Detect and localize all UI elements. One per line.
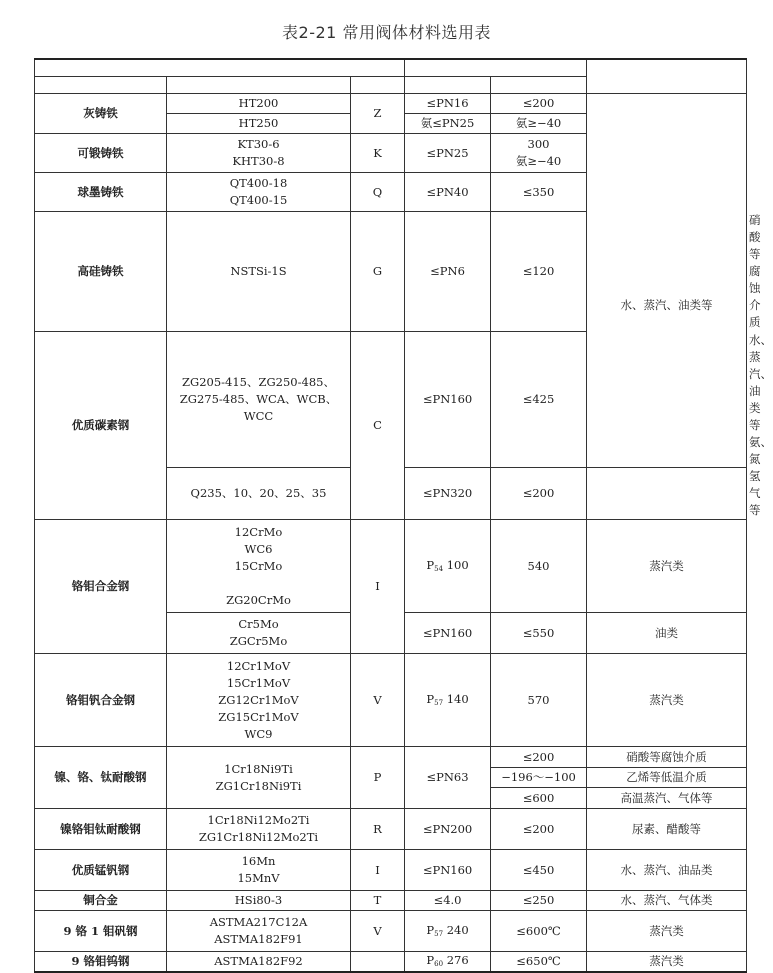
cell-line: 1Cr18Ni9Ti bbox=[224, 761, 293, 776]
table-cell bbox=[35, 332, 167, 520]
table-cell bbox=[35, 850, 167, 891]
cell-line: HT200 bbox=[238, 96, 279, 110]
table-cell bbox=[167, 332, 351, 468]
cell-line: ZG1Cr18Ni9Ti bbox=[215, 778, 302, 793]
table-cell bbox=[491, 520, 587, 613]
cell-line: ≤PN320 bbox=[422, 485, 473, 500]
cell-line: 蒸汽类 bbox=[649, 954, 684, 968]
table-cell bbox=[491, 809, 587, 850]
cell-line: ≤PN160 bbox=[422, 862, 473, 877]
cell-line: V bbox=[373, 923, 382, 938]
table-cell bbox=[491, 654, 587, 747]
cell-line: 油类 bbox=[655, 625, 679, 640]
table-cell bbox=[491, 788, 587, 809]
table-cell bbox=[35, 520, 167, 654]
table-cell bbox=[405, 332, 491, 468]
cell-line bbox=[589, 246, 744, 263]
cell-line: 尿素、醋酸等 bbox=[632, 821, 702, 836]
table-cell bbox=[351, 747, 405, 809]
cell-line: ≤200 bbox=[522, 749, 555, 764]
table-cell bbox=[587, 788, 747, 809]
cell-line: 乙烯等低温介质 bbox=[626, 770, 707, 784]
valve-body-material-table bbox=[34, 58, 773, 973]
table-cell bbox=[35, 952, 167, 973]
table-cell bbox=[351, 94, 405, 134]
cell-line: ≤600 bbox=[522, 790, 555, 805]
table-cell bbox=[351, 654, 405, 747]
table-cell bbox=[405, 173, 491, 212]
pressure-value: $P_{54}$ 100 bbox=[426, 557, 469, 573]
cell-line: ≤PN160 bbox=[422, 391, 473, 406]
cell-line: QT400-18 bbox=[229, 176, 288, 190]
cell-line: ≤PN25 bbox=[426, 145, 469, 160]
table-cell bbox=[35, 212, 167, 332]
table-cell bbox=[35, 747, 167, 809]
table-cell bbox=[167, 212, 351, 332]
cell-line: 15MnV bbox=[237, 871, 280, 885]
cell-line: ASTMA182F91 bbox=[214, 932, 303, 946]
table-cell bbox=[587, 654, 747, 747]
cell-line: 水、蒸汽、气体类 bbox=[620, 893, 713, 907]
cell-line: ≤550 bbox=[522, 625, 555, 640]
table-cell bbox=[491, 850, 587, 891]
cell-line: R bbox=[373, 821, 382, 836]
cell-line: 氨≥−40 bbox=[515, 116, 562, 130]
cell-line: Q235、10、20、25、35 bbox=[190, 485, 327, 500]
table-cell bbox=[351, 212, 405, 332]
table-cell bbox=[351, 850, 405, 891]
pressure-value: $P_{60}$ 276 bbox=[426, 953, 469, 968]
cell-line: 镍、铬、钛耐酸钢 bbox=[54, 770, 147, 784]
cell-line: 蒸汽类 bbox=[649, 692, 684, 707]
cell-line: 优质锰钒钢 bbox=[71, 862, 130, 877]
cell-line: 15CrMo bbox=[234, 558, 283, 573]
cell-line: ASTMA217C12A bbox=[209, 915, 308, 929]
table-cell bbox=[491, 891, 587, 911]
cell-line: 硝酸等腐蚀介质 bbox=[626, 749, 707, 764]
cell-line: 12Cr1MoV bbox=[226, 658, 291, 673]
table-cell bbox=[587, 768, 747, 788]
table-cell bbox=[167, 809, 351, 850]
header-grade bbox=[167, 77, 351, 94]
table-cell bbox=[491, 212, 587, 332]
cell-line: G bbox=[372, 264, 383, 278]
cell-line: HT250 bbox=[238, 116, 279, 130]
table-row bbox=[35, 94, 747, 114]
cell-line: ≤PN16 bbox=[426, 96, 469, 110]
cell-line: 15Cr1MoV bbox=[226, 675, 291, 690]
table-row: 优质碳素钢 ZG205-415、ZG250-485、 ZG275-485、WCA、WCB、WCC C ≤PN160 ≤425 水、蒸汽、油类等 氨、氮氢气等 bbox=[35, 332, 747, 468]
table-cell bbox=[351, 911, 405, 952]
table-cell bbox=[587, 613, 747, 654]
cell-line: ≤4.0 bbox=[433, 893, 462, 907]
cell-line: WC9 bbox=[244, 726, 273, 741]
cell-line: QT400-15 bbox=[229, 193, 288, 207]
cell-line: ZGCr5Mo bbox=[229, 634, 288, 648]
cell-line: KHT30-8 bbox=[232, 154, 285, 168]
table-cell bbox=[35, 94, 167, 134]
table-cell bbox=[587, 520, 747, 613]
cell-line: 540 bbox=[527, 558, 550, 573]
cell-line: 铬钼钒合金钢 bbox=[66, 692, 135, 707]
table-cell bbox=[587, 747, 747, 768]
table-cell bbox=[405, 809, 491, 850]
cell-line: ≤PN6 bbox=[430, 264, 465, 278]
table-row bbox=[35, 850, 747, 891]
cell-line: P bbox=[373, 770, 382, 784]
cell-line: ≤425 bbox=[522, 391, 555, 406]
cell-line: ≤200 bbox=[522, 821, 555, 836]
header-medium bbox=[587, 59, 747, 94]
cell-line: NSTSi-1S bbox=[230, 264, 287, 278]
pressure-value: $P_{57}$ 140 bbox=[426, 691, 469, 707]
cell-line: 300 bbox=[527, 137, 550, 151]
cell-line: I bbox=[375, 862, 380, 877]
table-row bbox=[35, 809, 747, 850]
header-material-group bbox=[35, 59, 405, 77]
table-row bbox=[35, 891, 747, 911]
cell-line: ≤200 bbox=[522, 96, 555, 110]
cell-line bbox=[589, 280, 744, 297]
table-cell bbox=[491, 173, 587, 212]
header-pressure bbox=[405, 77, 491, 94]
table-cell bbox=[405, 654, 491, 747]
header-temperature bbox=[491, 77, 587, 94]
cell-line: K bbox=[373, 145, 382, 160]
cell-line: WC6 bbox=[244, 541, 273, 556]
table-cell bbox=[351, 520, 405, 654]
cell-line: HSi80-3 bbox=[234, 893, 283, 907]
cell-line: T bbox=[373, 893, 382, 907]
table-row bbox=[35, 747, 747, 768]
table-cell bbox=[491, 768, 587, 788]
cell-line: 高温蒸汽、气体等 bbox=[620, 790, 713, 805]
table-cell bbox=[167, 134, 351, 173]
cell-line: ≤PN63 bbox=[426, 770, 469, 784]
table-cell bbox=[167, 952, 351, 973]
cell-line: ≤600℃ bbox=[516, 923, 561, 938]
table-cell bbox=[491, 467, 587, 519]
cell-line: 570 bbox=[527, 692, 550, 707]
table-cell bbox=[167, 173, 351, 212]
table-cell bbox=[405, 613, 491, 654]
cell-line bbox=[169, 575, 348, 592]
table-cell bbox=[587, 891, 747, 911]
cell-line: ZG15Cr1MoV bbox=[218, 709, 299, 724]
table-cell bbox=[167, 467, 351, 519]
table-cell bbox=[167, 654, 351, 747]
cell-line: 铬钼合金钢 bbox=[71, 579, 130, 593]
cell-line: 1Cr18Ni12Mo2Ti bbox=[207, 813, 310, 827]
cell-line: ASTMA182F92 bbox=[214, 954, 303, 968]
table-cell bbox=[491, 911, 587, 952]
cell-line: 蒸汽类 bbox=[649, 923, 684, 938]
table-row bbox=[35, 520, 747, 613]
cell-line: 优质碳素钢 bbox=[71, 418, 130, 432]
cell-line: 蒸汽类 bbox=[649, 558, 684, 573]
header-code bbox=[351, 77, 405, 94]
cell-line: 9 铬 1 钼矾钢 bbox=[63, 923, 138, 938]
cell-line: 12CrMo bbox=[234, 524, 283, 539]
table-cell bbox=[491, 613, 587, 654]
table-cell bbox=[587, 850, 747, 891]
table-cell bbox=[351, 173, 405, 212]
cell-line: ZG12Cr1MoV bbox=[218, 692, 299, 707]
cell-line: ZG205-415、ZG250-485、 bbox=[182, 374, 335, 389]
cell-line: 灰铸铁 bbox=[83, 106, 118, 120]
table-cell bbox=[35, 891, 167, 911]
table-cell bbox=[35, 173, 167, 212]
table-cell bbox=[587, 94, 747, 468]
table-cell bbox=[405, 952, 491, 973]
cell-line: ZG275-485、WCA、WCB、WCC bbox=[179, 391, 338, 423]
cell-line: Q bbox=[372, 184, 383, 199]
cell-line: 镍铬钼钛耐酸钢 bbox=[60, 821, 141, 836]
table-cell bbox=[405, 747, 491, 809]
table-cell bbox=[405, 94, 491, 114]
table-cell bbox=[351, 891, 405, 911]
table-cell bbox=[405, 114, 491, 134]
table-row bbox=[35, 911, 747, 952]
cell-line: 可锻铸铁 bbox=[77, 145, 124, 160]
cell-line: ≤PN40 bbox=[426, 184, 469, 199]
table-cell bbox=[491, 134, 587, 173]
table-cell bbox=[405, 911, 491, 952]
table-cell bbox=[35, 809, 167, 850]
table-cell bbox=[587, 809, 747, 850]
cell-line: ≤250 bbox=[522, 893, 555, 907]
table-cell bbox=[405, 891, 491, 911]
cell-line: 9 铬钼钨钢 bbox=[71, 954, 130, 968]
table-cell bbox=[405, 212, 491, 332]
table-cell bbox=[405, 520, 491, 613]
cell-line: 铜合金 bbox=[83, 893, 118, 907]
table-cell bbox=[491, 114, 587, 134]
table-cell bbox=[167, 94, 351, 114]
table-cell bbox=[35, 134, 167, 173]
table-cell bbox=[491, 952, 587, 973]
cell-line: 球墨铸铁 bbox=[77, 184, 124, 199]
cell-line: ≤650℃ bbox=[516, 954, 561, 968]
cell-line: KT30-6 bbox=[237, 137, 280, 151]
code-cell-blank bbox=[351, 952, 405, 973]
cell-line: Cr5Mo bbox=[238, 617, 279, 631]
cell-line: C bbox=[373, 418, 382, 432]
cell-line bbox=[589, 263, 744, 280]
table-cell bbox=[167, 911, 351, 952]
table-cell bbox=[35, 911, 167, 952]
table-cell bbox=[405, 467, 491, 519]
table-cell bbox=[167, 114, 351, 134]
cell-line: ≤120 bbox=[522, 264, 555, 278]
cell-line: 氨≤PN25 bbox=[420, 116, 475, 130]
cell-line: 氨≥−40 bbox=[515, 154, 562, 168]
table-cell bbox=[167, 613, 351, 654]
table-cell bbox=[351, 134, 405, 173]
cell-line: −196～−100 bbox=[501, 770, 576, 784]
header-category bbox=[35, 77, 167, 94]
cell-line: I bbox=[375, 579, 380, 593]
cell-line: 高硅铸铁 bbox=[77, 264, 124, 278]
table-cell bbox=[167, 520, 351, 613]
cell-line: 水、蒸汽、油类等 bbox=[620, 298, 713, 313]
cell-line: ≤350 bbox=[522, 184, 555, 199]
table-cell bbox=[491, 94, 587, 114]
cell-line: ZG20CrMo bbox=[226, 592, 291, 607]
table-cell bbox=[491, 332, 587, 468]
cell-line: Z bbox=[373, 106, 382, 120]
pressure-value: $P_{57}$ 240 bbox=[426, 922, 469, 938]
cell-line: ZG1Cr18Ni12Mo2Ti bbox=[198, 830, 319, 844]
table-cell bbox=[587, 952, 747, 973]
table-cell bbox=[351, 809, 405, 850]
cell-line: ≤PN160 bbox=[422, 625, 473, 640]
table-cell bbox=[35, 654, 167, 747]
table-cell bbox=[491, 747, 587, 768]
table-cell bbox=[587, 911, 747, 952]
cell-line: ≤200 bbox=[522, 485, 555, 500]
table-title: 表2-21 常用阀体材料选用表 bbox=[282, 23, 491, 42]
cell-line: 16Mn bbox=[241, 854, 276, 868]
header-condition-group bbox=[405, 59, 587, 77]
table-row: 高硅铸铁 NSTSi-1S G ≤PN6 ≤120 硝酸等腐蚀介质 bbox=[35, 212, 747, 332]
cell-line: 水、蒸汽、油品类 bbox=[620, 862, 713, 877]
cell-line: V bbox=[373, 692, 382, 707]
table-row bbox=[35, 654, 747, 747]
table-row bbox=[35, 952, 747, 973]
table-cell bbox=[405, 134, 491, 173]
table-cell bbox=[167, 747, 351, 809]
table-cell bbox=[351, 332, 405, 520]
cell-line: ≤PN200 bbox=[422, 821, 473, 836]
cell-line: ≤450 bbox=[522, 862, 555, 877]
table-cell bbox=[167, 850, 351, 891]
table-cell bbox=[405, 850, 491, 891]
table-cell bbox=[167, 891, 351, 911]
